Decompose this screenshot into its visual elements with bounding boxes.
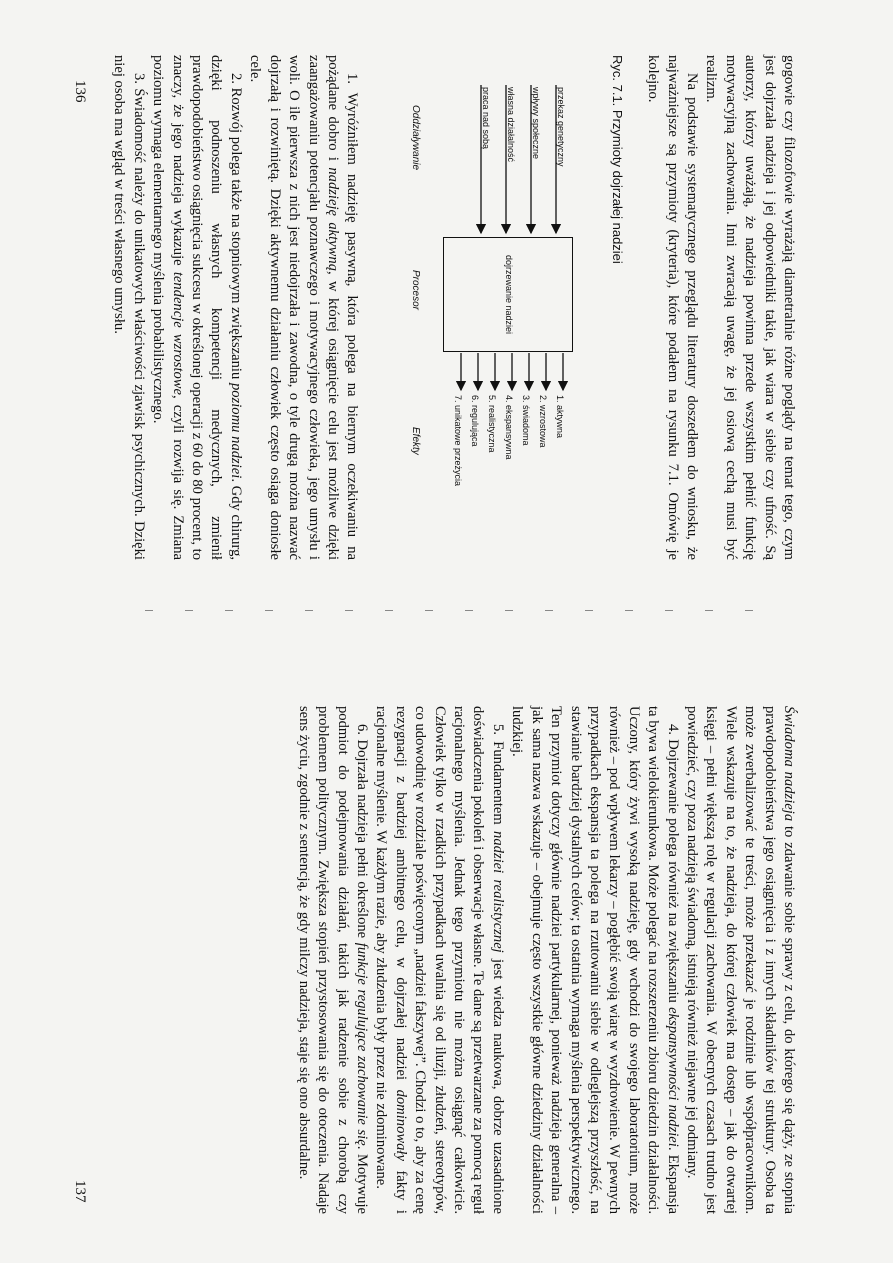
text-run: . Gdy chirurg, dzięki podnoszeniu własnych kompetencji medycznych, zmienił prawdopodobieństwo osiągnięcia sukcesu w określonej operacji z 60 do 80 procent, to znaczy, że jego nadzieja wykazuje bbox=[169, 55, 244, 561]
effect-label-5: 5. realistyczna bbox=[487, 395, 498, 453]
figure-7-1 bbox=[361, 55, 601, 560]
effect-label-3: 3. świadoma bbox=[521, 395, 532, 446]
emphasis-run: funkcje regulujące zachowanie się bbox=[354, 942, 371, 1146]
left-paragraph-3 bbox=[245, 55, 361, 560]
processor-box bbox=[443, 237, 573, 352]
text-run: 5. Fundamentem bbox=[489, 724, 506, 832]
text-run: jest wiedza naukowa, dobrze uzasadnione doświadczenia pokoleń i obserwacje własne. Te dane są przetwarzane za pomocą reguł racjonalnego myślenia. Jednak tego przymiotu nie można osiągnąć całkowicie. Człowiek tylko w rzadkich przypadkach uwalnia się od iluzji, złudzeń, stereotypów, co udowodnię w rozdziale poświęconym „nadziei fałszywej”. Chodzi o to, aby za cenę rezygnacji z bardziej ambitnego celu, w dojrzałej nadziei bbox=[392, 706, 506, 1214]
axis-label-effects: Efekty bbox=[410, 427, 422, 455]
left-page bbox=[68, 55, 798, 560]
text-run: . Ekspansja ta bywa wielokierunkowa. Może polegać na rozszerzeniu zbioru dziedzin działalności. Uczony, który żywi wysoką nadzieję, gdy wchodzi do swojego laboratorium, może również – pod wpływem lekarzy – pogłębić swoją wiarę w wyzdrowienie. W pewnych przypadkach ekspansja ta polega na rzutowaniu siebie w odleglejszą przyszłość, na stawianie bardziej dystalnych celów; ta ostatnia wymaga myślenia perspektywicznego. Ten przymiot dotyczy głównie nadziei partykularnej, ponieważ nadzieja generalna – jak sama nazwa wskazuje – obejmuje często wszystkie główne dziedziny działalności ludzkiej. bbox=[509, 706, 681, 1214]
text-run: 4. Dojrzewanie polega również na zwiększaniu bbox=[664, 724, 681, 1008]
right-paragraph-4 bbox=[293, 706, 371, 1214]
right-page bbox=[68, 706, 798, 1214]
effect-label-6: 6. regulująca bbox=[470, 395, 481, 447]
text-run: , w której osiągnięcie celu jest możliwe dzięki zaangażowaniu potencjału poznawczego i motywacyjnego człowieka, jego umysłu i woli. O ile pierwsza z nich jest niedojrzała i zawodna, o tyle drugą można nazwać dojrzałą i rozwiniętą. Dzięki aktywnemu działaniu człowiek często osiąga doniosłe cele. bbox=[247, 55, 341, 560]
text-run: . Motywuje podmiot do podejmowania działań, takich jak radzenie sobie z chorobą czy problemem politycznym. Zwiększa stopień przystosowania się do otoczenia. Nadaje sens życiu, zgodnie z sentencją, że gdy milczy nadzieja, staje się ono absurdalne. bbox=[295, 706, 371, 1214]
left-paragraph-2: Na podstawie systematycznego przeglądu literatury doszedłem do wniosku, że najważniejsze są przymioty (kryteria), które podałem na rysunku 7.1. Omówię je kolejno. bbox=[645, 55, 700, 560]
emphasis-run: poziomu nadziei bbox=[227, 382, 244, 479]
emphasis-run: ekspansywności nadziei bbox=[664, 1007, 681, 1147]
text-run: , czyli rozwija się. Zmiana poziomu wymaga elementarnego myślenia probabilistycznego. bbox=[150, 55, 186, 561]
axis-label-processor: Procesor bbox=[410, 270, 422, 311]
page-number-right: 137 bbox=[72, 1180, 88, 1203]
emphasis-run: nadzieję aktywną bbox=[324, 167, 341, 271]
effect-label-7: 7. unikatowe przeżycia bbox=[453, 395, 464, 487]
processor-box-label: dojrzewanie nadziei bbox=[503, 254, 514, 335]
right-paragraph-1 bbox=[682, 706, 798, 1214]
emphasis-run: dominowały bbox=[392, 1089, 409, 1161]
figure-caption: Ryc. 7.1. Przymioty dojrzałej nadziei bbox=[609, 55, 625, 264]
text-run: 1. Wyróżniłem nadzieję pasywną, która polega na biernym oczekiwaniu na pożądane dobro i bbox=[324, 55, 361, 560]
text-run: 6. Dojrzała nadzieja pełni określone bbox=[354, 724, 371, 943]
emphasis-run: nadziei realistycznej bbox=[489, 831, 506, 953]
text-run: fakty i racjonalne myślenie. W każdym razie, aby złudzenia były przez nie zdominowane. bbox=[373, 706, 409, 1214]
axis-label-inputs: Oddziaływanie bbox=[410, 105, 422, 171]
input-label-4: praca nad sobą bbox=[481, 87, 492, 150]
page-number-left: 136 bbox=[72, 80, 88, 103]
scan-gutter-line bbox=[133, 610, 753, 611]
input-label-2: wpływy społeczne bbox=[531, 87, 542, 160]
input-label-3: własna działalność bbox=[506, 87, 517, 163]
effect-label-2: 2. wzrostowa bbox=[538, 395, 549, 448]
emphasis-run: tendencje wzrostowe bbox=[169, 271, 186, 396]
right-paragraph-2 bbox=[507, 706, 682, 1214]
left-paragraph-5: 3. Świadomość należy do unikatowych właściwości zjawisk psychicznych. Dzięki niej osoba ma wgląd w treści własnego umysłu. bbox=[111, 55, 147, 560]
text-run: to zdawanie sobie sprawy z celu, do którego się dąży, ze stopnia prawdopodobieństwa jego osiągnięcia i z innych składników tej struktury. Osoba ta może zwerbalizować te treści, może przekazać je rodzinie lub współpracownikom. Wiele wskazuje na to, że nadzieja, do której człowiek ma dostęp – jak do otwartej księgi – pełni większą rolę w regulacji zachowania. W obecnych czasach trudno jest powiedzieć, czy poza nadzieją świadomą, istnieją również niejawne jej odmiany. bbox=[683, 706, 797, 1214]
input-label-1: przekaz genetyczny bbox=[556, 87, 567, 167]
effect-label-1: 1. aktywna bbox=[555, 395, 566, 439]
effect-label-4: 4. ekspansywna bbox=[504, 395, 515, 460]
left-paragraph-1: gogowie czy filozofowie wyrażają diametralnie różne poglądy na temat tego, czym jest dojrzała nadzieja i jej odpowiedniki takie, jak wiara w siebie czy ufność. Są autorzy, którzy uważają, że nadzieja powinna przede wszystkim pełnić funkcję motywacyjną zachowania. Inni zwracają uwagę, że jej osiową cechą musi być realizm. bbox=[703, 55, 797, 560]
text-run: 2. Rozwój polega także na stopniowym zwiększaniu bbox=[227, 73, 244, 383]
left-paragraph-4 bbox=[148, 55, 245, 560]
right-paragraph-3 bbox=[371, 706, 507, 1214]
emphasis-run: Świadoma nadzieja bbox=[781, 706, 797, 822]
